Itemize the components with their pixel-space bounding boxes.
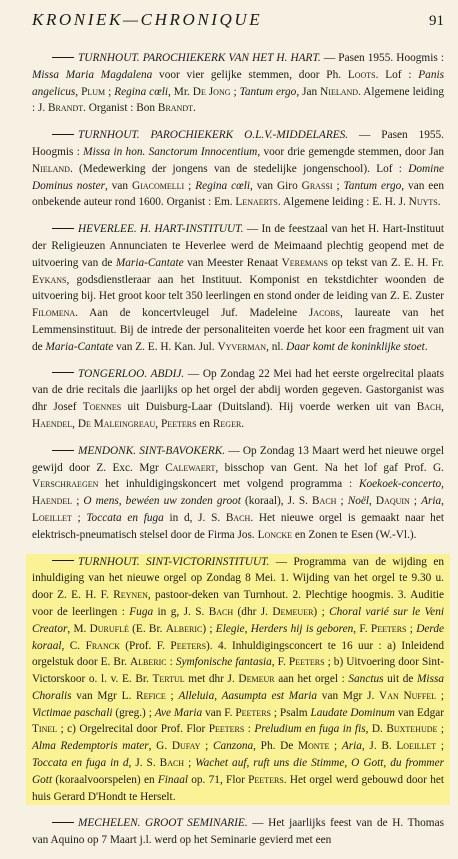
entry-text: ; (436, 689, 444, 702)
entry-text: . Lof : (375, 68, 419, 81)
work-title: Panis angelicus (32, 68, 445, 98)
work-title: Choral varié sur le Veni Creator (32, 605, 444, 635)
person-name: Peeters (170, 639, 207, 652)
person-name: Monte (297, 740, 330, 753)
entry-heading: MENDONK. SINT-BAVOKERK. (78, 444, 226, 457)
entry-text: ; (436, 740, 444, 753)
person-name: Brandt (157, 102, 193, 115)
entry-text: . Het nieuwe orgel is gemaakt naar het elektrisch-pneumatisch stelsel door de Firma Jos. (32, 511, 444, 541)
work-title: Regina cœli (195, 179, 250, 192)
person-name: Giacomelli (132, 179, 185, 192)
entry-rule (52, 560, 74, 561)
person-name: Nuyts (408, 196, 438, 209)
entry-text: — Het jaarlijks feest van de H. Thomas van Aquino op 7 Maart j.l. werd op het Seminarie gevierd met een (32, 817, 444, 847)
person-name: Peeters (160, 417, 197, 430)
entry-text: , van een onbekende auteur rond 1600. Organist : Em. (32, 179, 444, 209)
person-name: Veremans (281, 256, 329, 269)
work-title: Elegie, Herders hij is geboren (215, 622, 354, 635)
person-name: Peeters (288, 656, 325, 669)
person-name: Demeuer (272, 605, 314, 618)
entry-text: , godsdienstleraar aan het Instituut. Komponist en tekstdichter woonden de uitvoering bij. Het groot koor telt 350 leerlingen en stond onder de leiding van Z. E. Zuster (32, 273, 444, 303)
work-title: Missa Maria Magdalena (32, 68, 153, 81)
entry-text: ; c) Orgelrecital door Prof. Flor (57, 723, 209, 736)
person-name: Bach (208, 605, 234, 618)
entry-text: , (441, 495, 444, 508)
entry-text: en (196, 417, 213, 430)
entry-text: ; (332, 179, 344, 192)
entry-rule (52, 57, 74, 58)
person-name: Dufay (171, 740, 201, 753)
entry-text: voor vier gelijke stemmen, door Ph. (152, 68, 348, 81)
work-title: Koekoek-concerto (358, 478, 442, 491)
person-name: Duruflé (89, 622, 129, 635)
entry-text: , (441, 401, 444, 414)
chronicle-entry (30, 366, 446, 433)
entry-text: , D. (365, 723, 387, 736)
entry-text: (Prof. F. (119, 639, 171, 652)
entry-text: , F. (353, 622, 371, 635)
entry-text: , laureate van het Lemmensinstituut. Bij de intrede der personaliteiten voerde het koor een fragment uit van de (32, 307, 444, 353)
entry-heading: MECHELEN. GROOT SEMINARIE. (78, 817, 248, 830)
entry-heading: TURNHOUT. PAROCHIEKERK O.L.V.-MIDDELARES. (78, 129, 349, 142)
work-title: Maria-Cantate (115, 256, 184, 269)
entry-rule (52, 450, 74, 451)
entry-text: het inhuldigingskoncert met volgend programma : (98, 478, 359, 491)
work-title: Sanctus (348, 673, 384, 686)
work-title: Tantum ergo (343, 179, 402, 192)
work-title: O mens, bewéen uw zonden groot (83, 495, 241, 508)
entry-text: van Mgr L. (71, 689, 137, 702)
chronicle-entry (30, 50, 446, 117)
person-name: Verschraegen (32, 478, 99, 491)
entry-text: — Pasen 1955. Hoogmis : (320, 52, 444, 64)
entry-text: van F. (202, 706, 236, 719)
person-name: Haendel (32, 417, 73, 430)
chronicle-entry (26, 554, 450, 806)
entry-text: , Ph. De (253, 740, 298, 753)
entry-text: en Zonen te Esen (W.-Vl.). (292, 528, 417, 541)
entry-text: uit de (383, 673, 418, 686)
person-name: Grassi (301, 179, 333, 192)
person-name: De Jong (192, 85, 231, 98)
entry-text: van Edgar (394, 706, 444, 719)
entry-text: . Het orgel werd gebouwd door het huis Gerard D'Hondt te Herselt. (32, 773, 445, 803)
entry-text: . (437, 196, 441, 209)
person-name: Bach (416, 401, 442, 414)
entry-text: . Algemene leiding : E. H. J. (277, 196, 409, 209)
entry-text: . (193, 102, 196, 115)
person-name: Jacobs (308, 307, 340, 320)
entry-text: . (424, 340, 428, 353)
entry-heading: HEVERLEE. H. HART-INSTITUUT. (78, 223, 244, 236)
entry-text: — Pasen 1955. Hoogmis : (32, 129, 444, 158)
entry-text: , (155, 417, 161, 430)
work-title: Regina cœli (114, 85, 169, 98)
person-name: Toennes (82, 401, 122, 414)
person-name: Brandt (48, 102, 84, 115)
person-name: Loeillet (32, 511, 72, 524)
entry-text: , J. B. (361, 740, 397, 753)
entry-text: ; (184, 179, 196, 192)
entry-text: met dhr J. (184, 673, 239, 686)
person-name: Loeillet (396, 740, 437, 753)
entry-text: in d, J. S. (163, 511, 226, 524)
person-name: Reger (212, 417, 242, 430)
entry-text: , van Giro (249, 179, 302, 192)
entry-text: ; (165, 689, 179, 702)
entry-text: ; (230, 85, 240, 98)
work-title: Finaal (157, 773, 188, 786)
person-name: Peeters (208, 723, 245, 736)
work-title: Noël (347, 495, 370, 508)
work-title: Ave Maria (154, 706, 203, 719)
entry-text: (E. Br. (128, 622, 166, 635)
entry-text: op tekst van Z. E. H. Fr. (328, 256, 444, 269)
entry-text: . Aan de koncertvleugel Juf. Madeleine (75, 307, 309, 320)
person-name: Peeters (370, 622, 407, 635)
person-name: De Maleingreau (77, 417, 156, 430)
person-name: Bach (159, 757, 185, 770)
entry-heading: TURNHOUT. PAROCHIEKERK VAN HET H. HART. (78, 52, 321, 64)
entry-text: ). 4. Inhuldigingsconcert te 16 uur : a) Inleidend orgelstuk door E. Br. (32, 639, 444, 669)
entry-text: , M. (67, 622, 90, 635)
person-name: Daquin (375, 495, 410, 508)
entry-text: uit Duisburg-Laar (Duitsland). Hij voerde werken uit van (121, 401, 417, 414)
person-name: Refice (136, 689, 166, 702)
entry-text: ) ; (202, 622, 216, 635)
entry-text: . (Medewerking der jongens van de stedelijke jongenschool). Lof : (69, 162, 409, 175)
entry-text: , pastoor-deken van Turnhout. 2. Plechtige hoogmis. 3. Auditie voor de leerlingen : (32, 589, 444, 618)
work-title: Alleluia, Aasumpta est Maria (178, 689, 318, 702)
chronicle-entry (30, 127, 446, 211)
entry-text: (dhr J. (233, 605, 273, 618)
entry-text: ; (336, 495, 348, 508)
entry-text: van Mgr J. (317, 689, 380, 702)
entry-text: , F. (271, 656, 289, 669)
entry-text: ; b) Uitvoering door Sint-Victorskoor o. l. v. E. Br. (32, 656, 444, 686)
entry-text: ; (105, 85, 115, 98)
person-name: Bach (312, 495, 337, 508)
person-name: Nieland (320, 85, 359, 98)
chronicle-body (30, 50, 446, 859)
entry-text: ; (409, 495, 422, 508)
entry-text: ) ; (313, 605, 330, 618)
entry-text: , (369, 495, 376, 508)
entry-text: , Jan (296, 85, 321, 98)
person-name: Vyverman (217, 340, 267, 353)
work-title: Preludium en fuga in fis (254, 723, 366, 736)
entry-text: (greg.) ; (112, 706, 155, 719)
entry-rule (52, 372, 74, 373)
work-title: Toccata en fuga (86, 511, 164, 524)
person-name: Peeters (248, 773, 284, 786)
chronicle-entry (30, 443, 446, 544)
work-title: Domine Dominus noster (32, 162, 444, 192)
person-name: Filomena (32, 307, 76, 320)
person-name: Reynen (113, 589, 148, 602)
person-name: Loots (347, 68, 376, 81)
work-title: Canzona (212, 740, 254, 753)
entry-text: . Organist : Bon (83, 102, 158, 115)
entry-text: , nl. (266, 340, 287, 353)
person-name: Alberic (129, 656, 167, 669)
entry-rule (52, 822, 74, 823)
entry-text: . (241, 417, 245, 430)
work-title: Wachet auf, ruft uns die Stimme, O Gott, du frommer Gott (32, 757, 444, 786)
work-title: Tantum ergo (239, 85, 297, 98)
chronicle-entry (30, 815, 446, 849)
work-title: Aria (341, 740, 362, 753)
person-name: Bach (225, 511, 251, 524)
person-name: Lenaerts (235, 196, 278, 209)
entry-text: — Programma van de wijding en inhuldiging van het nieuwe orgel op Zondag 8 Mei. 1. Wijding van het orgel te 9.30 u. door Z. E. H. F. (32, 555, 444, 602)
work-title: Alma Redemptoris mater (32, 740, 149, 753)
entry-heading: TONGERLOO. ABDIJ. (78, 367, 185, 380)
person-name: Plum (81, 85, 106, 98)
entry-text: (koraalvoorspelen) en (52, 773, 158, 786)
work-title: Symfonische fantasia (175, 656, 272, 669)
entry-text: van Z. E. H. Kan. Jul. (113, 340, 218, 353)
entry-text: ; (406, 622, 417, 635)
entry-text: ; (72, 495, 84, 508)
entry-text: , van (104, 179, 133, 192)
entry-text: . Algemene leiding : J. (32, 85, 444, 115)
work-title: Daar komt de koninklijke stoet (286, 340, 425, 353)
person-name: Franck (85, 639, 120, 652)
entry-text: , voor drie gemengde stemmen, door Jan (257, 145, 445, 158)
entry-text: : (166, 656, 176, 669)
person-name: Tertul (152, 673, 185, 686)
person-name: Alberic (165, 622, 203, 635)
person-name: Haendel (32, 495, 73, 508)
entry-text: , (441, 478, 444, 491)
entry-text: , bisschop van Gent. Na het lof gaf Prof. G. (215, 461, 444, 474)
entry-text: , Mr. (168, 85, 193, 98)
entry-text: ; Psalm (271, 706, 311, 719)
entry-text: aan het orgel : (274, 673, 349, 686)
person-name: Demeur (238, 673, 275, 686)
person-name: Loncke (257, 528, 293, 541)
entry-rule (52, 228, 74, 229)
entry-text: ; (71, 511, 87, 524)
entry-text: : (244, 723, 255, 736)
running-title: KRONIEK—CHRONIQUE (32, 10, 263, 29)
person-name: Buxtehude (386, 723, 438, 736)
work-title: Maria-Cantate (45, 340, 114, 353)
entry-text: , (75, 85, 82, 98)
entry-text: — Op Zondag 13 Maart werd het nieuwe orgel gewijd door Z. Exc. Mgr (32, 444, 444, 474)
entry-text: (koraal), J. S. (240, 495, 313, 508)
entry-text: ; (437, 723, 444, 736)
entry-heading: TURNHOUT. SINT-VICTORINSTITUUT. (78, 555, 270, 568)
entry-text: van Meester Renaat (183, 256, 282, 269)
entry-text: ; (184, 757, 196, 770)
work-title: Toccata en fuga in d (32, 757, 129, 770)
person-name: Tinel (32, 723, 58, 736)
entry-text: , (72, 417, 78, 430)
entry-text: op. 71, Flor (188, 773, 249, 786)
work-title: Laudate Dominum (310, 706, 395, 719)
entry-text: ; (329, 740, 342, 753)
entry-text: , G. (148, 740, 172, 753)
work-title: Fuga (129, 605, 154, 618)
work-title: Missa Choralis (32, 673, 445, 702)
person-name: Van Nuffel (379, 689, 437, 702)
entry-text: ; (200, 740, 213, 753)
person-name: Eykans (32, 273, 67, 286)
running-header (30, 10, 444, 32)
entry-rule (52, 134, 74, 135)
person-name: Nieland (32, 162, 70, 175)
chronicle-entry (30, 221, 446, 355)
page-number: 91 (429, 13, 444, 29)
entry-text: — In de feestzaal van het H. Hart-Instituut der Religieuzen Annunciaten te Heverlee werd de Meimaand plechtig geopend met de uitvoering van de (32, 223, 444, 269)
entry-text: , J. S. (128, 757, 160, 770)
person-name: Calewaert (165, 461, 216, 474)
work-title: Missa in hon. Sanctorum Innocentium (83, 145, 258, 158)
work-title: Aria (421, 495, 442, 508)
work-title: Victimae paschali (32, 706, 113, 719)
entry-text: in g, J. S. (153, 605, 209, 618)
work-title: Derde koraal (32, 622, 444, 652)
entry-text: , C. (61, 639, 86, 652)
person-name: Peeters (235, 706, 271, 719)
entry-text: — Op Zondag 22 Mei had het eerste orgelrecital plaats van de drie recitals die jaarlijks op het orgel der abdij worden gegeven. Gastorganist was dhr Josef (32, 367, 444, 414)
